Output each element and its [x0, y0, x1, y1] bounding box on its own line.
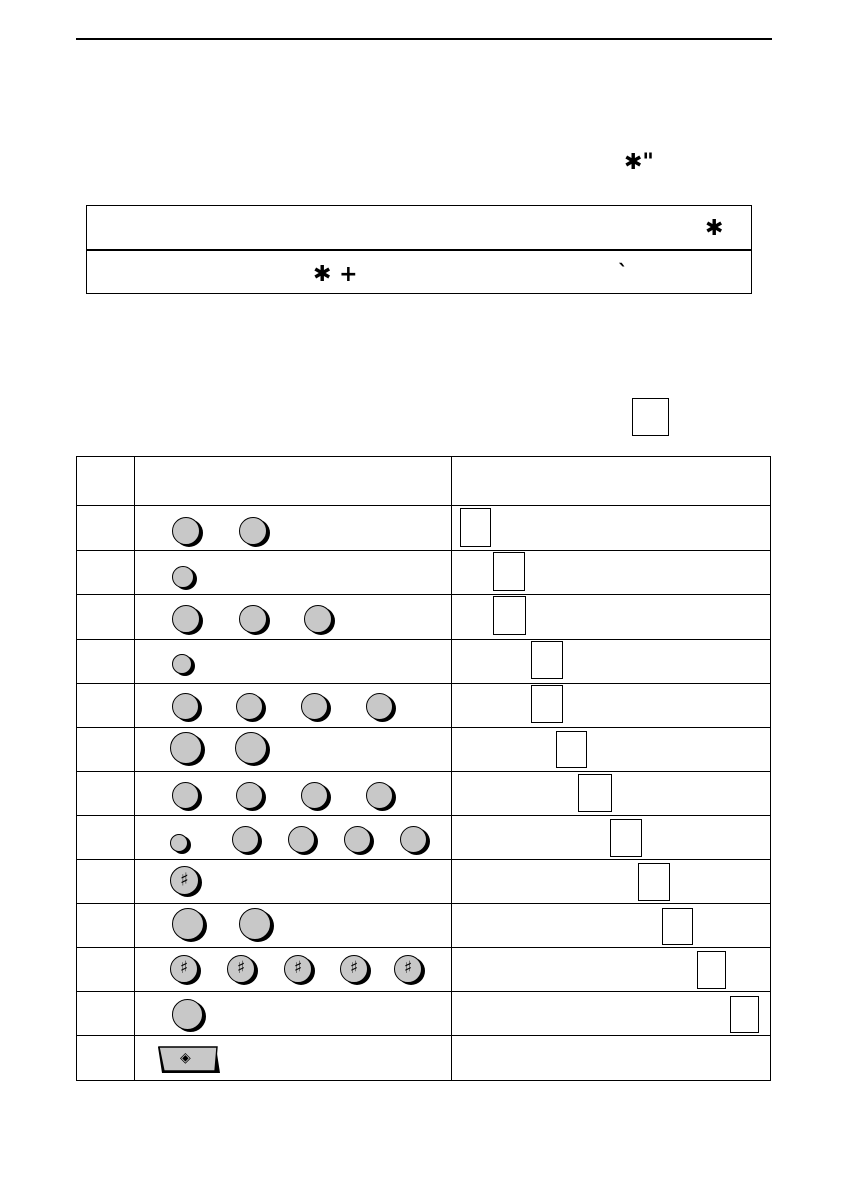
- display-cursor: [556, 731, 587, 768]
- hash-icon: ♯: [403, 958, 413, 979]
- hash-key: [170, 955, 198, 983]
- keystroke-table: [76, 456, 771, 1081]
- display-cursor: [730, 996, 759, 1033]
- hash-icon: ♯: [180, 869, 189, 891]
- keypad-key: [170, 834, 188, 852]
- keypad-key: [239, 605, 267, 633]
- display-cursor: [531, 685, 563, 723]
- hash-icon: ♯: [179, 958, 189, 979]
- top-rule: [76, 38, 772, 40]
- keypad-key: [239, 517, 267, 545]
- row-divider-5: [77, 727, 770, 728]
- hash-key: [227, 955, 255, 983]
- row-divider-2: [77, 594, 770, 595]
- keypad-key: [301, 693, 328, 720]
- display-cursor: [662, 908, 693, 945]
- display-cursor: [493, 596, 526, 635]
- keypad-key: [172, 517, 200, 545]
- display-cursor: [638, 863, 670, 901]
- display-cursor: [697, 951, 726, 989]
- display-cursor: [460, 508, 491, 547]
- row-divider-9: [77, 903, 770, 904]
- keypad-key: [232, 826, 259, 853]
- hash-icon: ♯: [293, 958, 303, 979]
- hash-key: [394, 955, 422, 983]
- hash-key: [284, 955, 312, 983]
- hash-key: [340, 955, 368, 983]
- keypad-key: [172, 566, 194, 588]
- row-divider-10: [77, 947, 770, 948]
- row-divider-0: [77, 505, 770, 506]
- keypad-key: [172, 654, 192, 674]
- note-backtick-symbol: `: [618, 260, 628, 284]
- keypad-key: [304, 605, 332, 633]
- keypad-key: [235, 732, 267, 764]
- keypad-key: [301, 782, 328, 809]
- cursor-square-sample: [632, 398, 669, 436]
- keypad-key: [400, 826, 427, 853]
- keypad-key: [366, 693, 393, 720]
- keypad-key: [344, 826, 371, 853]
- display-cursor: [578, 774, 612, 812]
- display-cursor: [493, 552, 525, 591]
- keypad-key: [170, 732, 202, 764]
- keypad-key: [172, 908, 204, 940]
- keypad-key: [172, 782, 199, 809]
- hash-key: [170, 866, 199, 895]
- hash-icon: ♯: [236, 958, 246, 979]
- row-divider-8: [77, 859, 770, 860]
- display-cursor: [610, 819, 642, 857]
- note-box: [86, 205, 752, 294]
- row-divider-11: [77, 991, 770, 992]
- start-icon: ◈: [180, 1050, 191, 1066]
- note-asterisk-plus-symbol: ✱ +: [313, 262, 358, 287]
- keypad-key: [172, 999, 203, 1030]
- row-divider-7: [77, 815, 770, 816]
- keypad-key: [288, 826, 315, 853]
- note-box-divider: [87, 249, 751, 251]
- row-divider-12: [77, 1035, 770, 1036]
- note-asterisk-symbol: ✱: [705, 216, 724, 241]
- keypad-key: [366, 782, 393, 809]
- keypad-key: [239, 908, 271, 940]
- row-divider-4: [77, 683, 770, 684]
- asterisk-quote-symbol: ✱": [624, 150, 654, 175]
- keypad-key: [172, 693, 199, 720]
- row-divider-6: [77, 771, 770, 772]
- row-divider-3: [77, 639, 770, 640]
- hash-icon: ♯: [349, 958, 359, 979]
- keypad-key: [236, 782, 263, 809]
- display-cursor: [531, 641, 563, 679]
- row-divider-1: [77, 550, 770, 551]
- keypad-key: [172, 605, 200, 633]
- keypad-key: [236, 693, 263, 720]
